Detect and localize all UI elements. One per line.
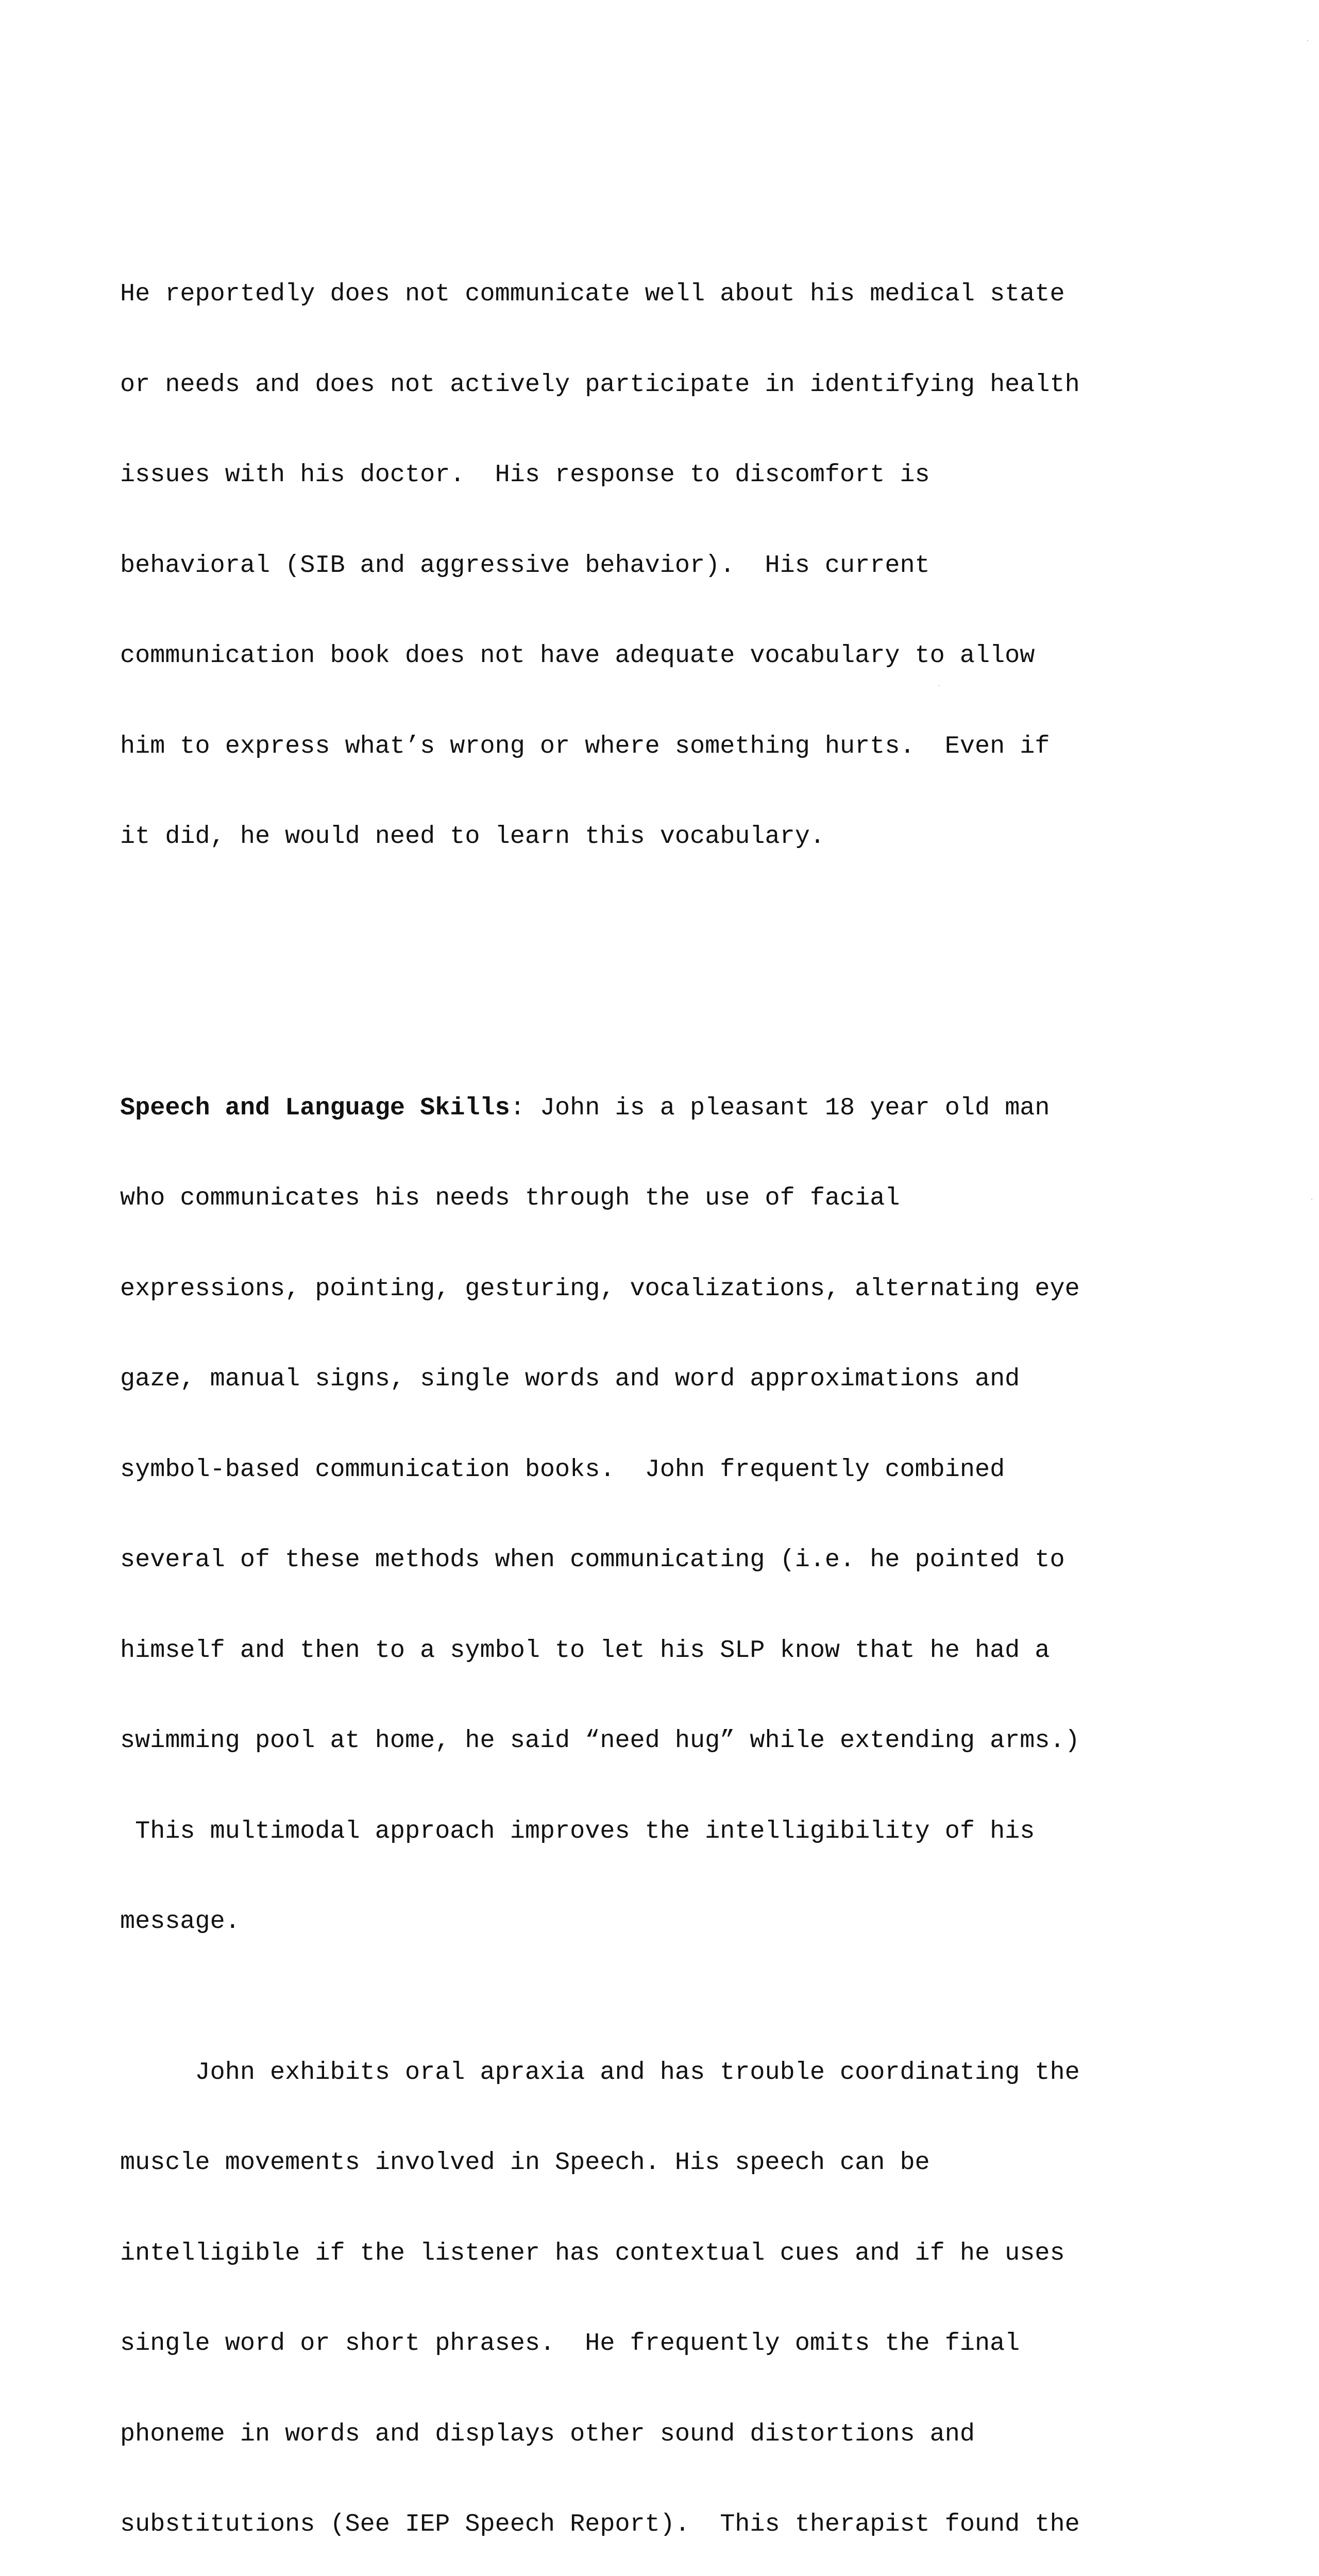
text-line: gaze, manual signs, single words and word approximations and	[120, 1365, 1020, 1393]
text-line: issues with his doctor. His response to discomfort is	[120, 461, 930, 489]
text-line-rest: : John is a pleasant 18 year old man	[510, 1093, 1050, 1122]
document-body	[120, 159, 1254, 2576]
text-line: intelligible if the listener has contextual cues and if he uses	[120, 2239, 1065, 2267]
text-line: it did, he would need to learn this vocabulary.	[120, 822, 825, 851]
text-line: John exhibits oral apraxia and has trouble coordinating the	[120, 2058, 1080, 2087]
text-line: himself and then to a symbol to let his SLP know that he had a	[120, 1636, 1050, 1665]
scan-speck	[1307, 40, 1308, 41]
text-line: phoneme in words and displays other sound distortions and	[120, 2419, 975, 2448]
text-line: several of these methods when communicating (i.e. he pointed to	[120, 1546, 1065, 1574]
text-line: behavioral (SIB and aggressive behavior). His current	[120, 551, 930, 580]
text-line: muscle movements involved in Speech. His speech can be	[120, 2148, 930, 2177]
section-heading: Speech and Language Skills	[120, 1093, 510, 1122]
paragraph-gap	[120, 942, 1254, 973]
text-line: or needs and does not actively participate in identifying health	[120, 370, 1080, 399]
text-line: single word or short phrases. He frequently omits the final	[120, 2329, 1020, 2358]
text-line: him to express what’s wrong or where something hurts. Even if	[120, 732, 1050, 760]
text-line: message.	[120, 1907, 240, 1936]
section-heading-line	[120, 1093, 1254, 1124]
text-line: substitutions (See IEP Speech Report). This therapist found the	[120, 2510, 1080, 2538]
text-line: swimming pool at home, he said “need hug” while extending arms.)	[120, 1726, 1080, 1755]
scan-speck	[939, 685, 940, 686]
scan-speck	[1311, 1199, 1312, 1200]
text-line: He reportedly does not communicate well about his medical state	[120, 280, 1065, 308]
text-line: communication book does not have adequate vocabulary to allow	[120, 641, 1035, 670]
text-line: symbol-based communication books. John frequently combined	[120, 1455, 1005, 1484]
text-line: This multimodal approach improves the intelligibility of his	[120, 1817, 1035, 1845]
text-line: who communicates his needs through the use of facial	[120, 1184, 900, 1212]
text-line: expressions, pointing, gesturing, vocalizations, alternating eye	[120, 1274, 1080, 1303]
